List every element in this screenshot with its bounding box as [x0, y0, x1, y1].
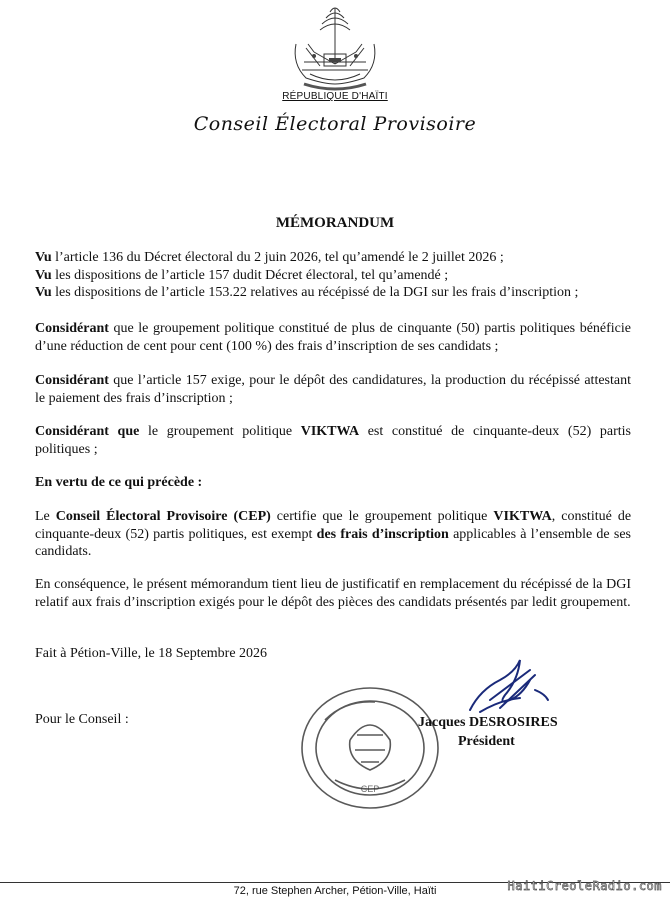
council-heading: Conseil Électoral Provisoire	[193, 113, 477, 135]
signer-name: Jacques DESROSIRES	[418, 715, 558, 730]
place-date: Fait à Pétion-Ville, le 18 Septembre 2026	[35, 646, 268, 661]
vu-block	[35, 249, 631, 302]
document-title: MÉMORANDUM	[275, 215, 395, 231]
consequence-paragraph: En conséquence, le présent mémorandum tient lieu de justificatif en remplacement du récépissé de la DGI relatif aux frais d’inscription exigés pour le dépôt des pièces des candidats présentés par ledit groupement.	[35, 577, 631, 610]
watermark: HaitiCreoleRadio.com	[507, 879, 662, 893]
vu-line: Vu les dispositions de l’article 153.22 relatives au récépissé de la DGI sur les frais d’inscription ;	[35, 285, 579, 300]
footer-address: 72, rue Stephen Archer, Pétion-Ville, Haïti	[233, 885, 437, 897]
vu-line: Vu les dispositions de l’article 157 dudit Décret électoral, tel qu’amendé ;	[35, 267, 449, 283]
considerant-paragraph: Considérant que le groupement politique VIKTWA est constitué de cinquante-deux (52) partis politiques ;	[35, 424, 632, 457]
signer-block	[418, 713, 558, 751]
svg-text:CEP: CEP	[360, 784, 380, 794]
certification-paragraph: Le Conseil Électoral Provisoire (CEP) certifie que le groupement politique VIKTWA, constitué de cinquante-deux (52) partis politiques, est exempt des frais d’inscription applicables à l’ensemble de ses candidats.	[35, 509, 632, 559]
vu-line: Vu l’article 136 du Décret électoral du 2 juin 2026, tel qu’amendé le 2 juillet 2026 ;	[35, 250, 504, 265]
considerant-paragraph: Considérant que l’article 157 exige, pour le dépôt des candidatures, la production du récépissé attestant le paiement des frais d’inscription ;	[35, 373, 631, 406]
en-vertu-heading: En vertu de ce qui précède :	[35, 475, 203, 490]
pour-le-conseil: Pour le Conseil :	[35, 712, 129, 727]
republic-heading: RÉPUBLIQUE D'HAÏTI	[282, 91, 388, 102]
signature-icon	[460, 650, 552, 720]
signer-role: Président	[458, 734, 515, 749]
considerant-paragraph: Considérant que le groupement politique constitué de plus de cinquante (50) partis politiques bénéficie d’une réduction de cent pour cent (100 %) des frais d’inscription de ses candidats ;	[35, 321, 631, 354]
coat-of-arms-icon	[284, 4, 386, 98]
